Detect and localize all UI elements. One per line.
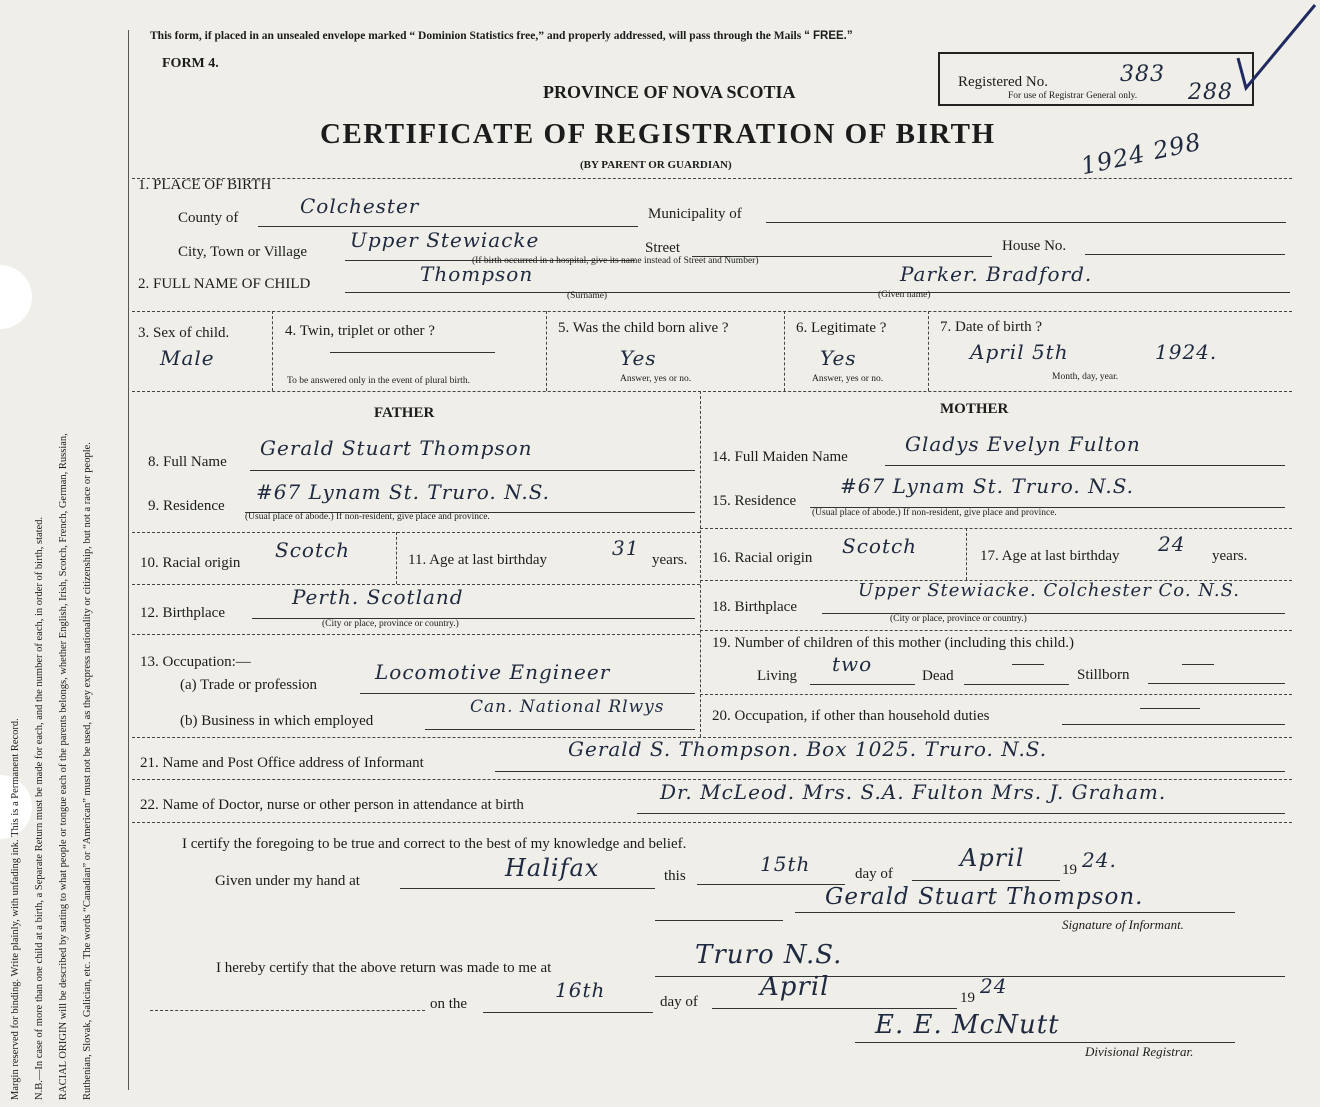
mail-notice	[150, 30, 853, 42]
row3-divider-1	[272, 311, 273, 391]
living-label: Living	[757, 668, 797, 684]
doctor-line	[637, 813, 1285, 814]
informant-signature-line	[795, 912, 1235, 913]
given-day-of-label: day of	[855, 866, 893, 882]
born-alive-label: 5. Was the child born alive ?	[558, 320, 729, 336]
mother-occupation-answer-dash	[1140, 708, 1200, 709]
trade-value: Locomotive Engineer	[375, 660, 611, 684]
registered-label: Registered No.	[958, 74, 1048, 90]
divider-top	[132, 178, 1292, 179]
margin-line-1: Margin reserved for binding. Write plainly, with unfading ink. This is a Permanent Record.	[10, 718, 21, 1100]
given-place-value: Halifax	[505, 854, 600, 882]
mother-name-value: Gladys Evelyn Fulton	[905, 432, 1141, 456]
registrar-year-suffix: 24	[980, 974, 1008, 998]
registrar-day-value: 16th	[555, 978, 606, 1002]
born-alive-caption: Answer, yes or no.	[620, 374, 692, 384]
given-year-prefix: 19	[1062, 862, 1077, 878]
city-label: City, Town or Village	[178, 244, 308, 260]
mail-notice-text: This form, if placed in an unsealed envelope marked “ Dominion Statistics free,” and properly addressed, will pass through the Mails	[150, 30, 802, 42]
dead-line	[964, 684, 1069, 685]
father-name-line	[250, 470, 695, 471]
dead-answer-dash	[1012, 664, 1044, 665]
registered-box	[938, 52, 1254, 106]
margin-line-3: RACIAL ORIGIN will be described by stating to what people or tongue each of the parents belongs, whether English, Irish, Scotch, French, German, Russian,	[58, 433, 69, 1100]
divider-22	[132, 822, 1292, 823]
street-label: Street	[645, 240, 680, 256]
registrar-month-line	[712, 1008, 957, 1009]
mother-occupation-label: 20. Occupation, if other than household duties	[712, 708, 990, 724]
living-value: two	[832, 652, 873, 676]
mother-race-divider	[966, 528, 967, 580]
legitimate-caption: Answer, yes or no.	[812, 374, 884, 384]
witness-line	[655, 920, 783, 921]
father-birthplace-label: 12. Birthplace	[140, 605, 225, 621]
check-mark-icon	[1230, 0, 1320, 95]
mother-birthplace-caption: (City or place, province or country.)	[890, 614, 1027, 624]
municipality-label: Municipality of	[648, 206, 742, 222]
birth-date-label: 7. Date of birth ?	[940, 319, 1043, 335]
child-given-name: Parker. Bradford.	[900, 262, 1093, 286]
registered-number-2: 288	[1188, 80, 1233, 105]
sex-value: Male	[160, 346, 215, 370]
father-years-label: years.	[652, 552, 688, 568]
dead-label: Dead	[922, 668, 954, 684]
informant-line	[495, 771, 1285, 772]
twin-answer-line	[330, 352, 495, 353]
child-name-line	[345, 292, 1290, 293]
living-line	[810, 684, 915, 685]
stillborn-answer-dash	[1182, 664, 1214, 665]
hospital-note: (If birth occurred in a hospital, give its name instead of Street and Number)	[472, 256, 759, 266]
business-label: (b) Business in which employed	[180, 713, 374, 729]
mother-name-line	[885, 465, 1285, 466]
doctor-label: 22. Name of Doctor, nurse or other person in attendance at birth	[140, 797, 524, 813]
certify-statement: I certify the foregoing to be true and correct to the best of my knowledge and belief.	[182, 836, 687, 852]
legitimate-value: Yes	[820, 346, 857, 370]
given-day-value: 15th	[760, 852, 811, 876]
father-birthplace-caption: (City or place, province or country.)	[322, 619, 459, 629]
mother-residence-caption: (Usual place of abode.) If non-resident, give place and province.	[812, 508, 1057, 518]
given-name-caption: (Given name)	[878, 290, 931, 300]
mother-age-label: 17. Age at last birthday	[980, 548, 1120, 564]
registrar-day-line	[483, 1012, 653, 1013]
father-race-divider	[396, 532, 397, 584]
row3-divider-3	[784, 311, 785, 391]
father-race-label: 10. Racial origin	[140, 555, 241, 571]
county-value: Colchester	[300, 194, 420, 218]
sex-label: 3. Sex of child.	[138, 325, 230, 341]
province-heading: PROVINCE OF NOVA SCOTIA	[543, 82, 796, 102]
business-line	[425, 729, 695, 730]
given-under-hand-label: Given under my hand at	[215, 873, 360, 889]
father-residence-caption: (Usual place of abode.) If non-resident, give place and province.	[245, 512, 490, 522]
parents-divider	[700, 391, 701, 737]
father-age-label: 11. Age at last birthday	[408, 552, 547, 568]
county-line	[258, 226, 638, 227]
father-heading: FATHER	[374, 405, 435, 421]
mother-residence-value: #67 Lynam St. Truro. N.S.	[840, 474, 1135, 498]
mother-name-label: 14. Full Maiden Name	[712, 449, 848, 465]
stillborn-label: Stillborn	[1077, 667, 1130, 683]
city-value: Upper Stewiacke	[350, 228, 540, 252]
mother-divider-3	[700, 630, 1292, 631]
registrar-use-note: For use of Registrar General only.	[1008, 91, 1138, 101]
children-count-label: 19. Number of children of this mother (including this child.)	[712, 635, 1075, 651]
mother-years-label: years.	[1212, 548, 1248, 564]
birth-date-month-day: April 5th	[970, 340, 1069, 364]
business-value: Can. National Rlwys	[470, 697, 665, 717]
row3-divider-2	[546, 311, 547, 391]
mother-race-value: Scotch	[842, 534, 918, 558]
registrar-place-line	[655, 976, 1285, 977]
father-birthplace-line	[252, 618, 695, 619]
mother-age-value: 24	[1158, 532, 1186, 556]
birth-date-caption: Month, day, year.	[1052, 372, 1119, 382]
form-number: FORM 4.	[162, 56, 219, 71]
registrar-statement: I hereby certify that the above return was made to me at	[216, 960, 552, 976]
father-divider-3	[132, 634, 700, 635]
child-surname: Thompson	[420, 262, 534, 286]
mother-heading: MOTHER	[940, 401, 1009, 417]
county-label: County of	[178, 210, 239, 226]
margin-line-2: N.B.—In case of more than one child at a birth, a Separate Return must be made for each, and the number of each, in order of birth, stated.	[34, 516, 45, 1100]
stillborn-line	[1148, 683, 1285, 684]
doctor-value: Dr. McLeod. Mrs. S.A. Fulton Mrs. J. Graham.	[660, 780, 1167, 804]
registrar-month-value: April	[760, 972, 830, 1002]
margin-rule	[128, 30, 129, 1090]
place-of-birth-label: 1. PLACE OF BIRTH	[138, 177, 272, 193]
trade-line	[360, 693, 695, 694]
registered-number-1: 383	[1120, 62, 1165, 87]
registrar-day-of-label: day of	[660, 994, 698, 1010]
registrar-lead-line	[150, 1010, 425, 1011]
registrar-signature-line	[855, 1042, 1235, 1043]
surname-caption: (Surname)	[567, 291, 608, 301]
registrar-place-value: Truro N.S.	[695, 940, 843, 970]
father-residence-value: #67 Lynam St. Truro. N.S.	[256, 480, 551, 504]
margin-instructions	[4, 10, 100, 1100]
registrar-on-the-label: on the	[430, 996, 468, 1012]
house-number-label: House No.	[1002, 238, 1067, 254]
twin-caption: To be answered only in the event of plural birth.	[287, 376, 470, 386]
certificate-title: CERTIFICATE OF REGISTRATION OF BIRTH	[320, 118, 996, 150]
registrar-caption: Divisional Registrar.	[1085, 1044, 1194, 1059]
corner-annotation: 1924 298	[1078, 127, 1205, 181]
mother-birthplace-label: 18. Birthplace	[712, 599, 797, 615]
given-month-value: April	[960, 844, 1025, 872]
father-birthplace-value: Perth. Scotland	[292, 585, 464, 609]
informant-signature: Gerald Stuart Thompson.	[825, 884, 1144, 910]
divider-2	[132, 311, 1292, 312]
mail-notice-free: “ FREE.”	[804, 30, 853, 42]
given-month-line	[912, 880, 1060, 881]
mother-occupation-line	[1062, 724, 1285, 725]
given-day-line	[697, 884, 845, 885]
father-name-value: Gerald Stuart Thompson	[260, 436, 533, 460]
father-age-value: 31	[612, 536, 640, 560]
row3-divider-4	[928, 311, 929, 391]
divider-3	[132, 391, 1292, 392]
mother-birthplace-value: Upper Stewiacke. Colchester Co. N.S.	[858, 580, 1240, 601]
margin-line-4: Ruthenian, Slovak, Galician, etc. The words “Canadian” or “American” must not be used, as they express nationality or citizenship, but not a race or people.	[82, 442, 93, 1100]
this-label: this	[664, 868, 686, 884]
birth-date-year: 1924.	[1155, 340, 1218, 364]
mother-residence-label: 15. Residence	[712, 493, 797, 509]
given-place-line	[400, 888, 655, 889]
father-name-label: 8. Full Name	[148, 454, 227, 470]
house-number-line	[1085, 254, 1285, 255]
occupation-label: 13. Occupation:—	[140, 654, 251, 670]
registrar-signature: E. E. McNutt	[875, 1010, 1060, 1040]
father-divider-1	[132, 532, 700, 533]
twin-label: 4. Twin, triplet or other ?	[285, 323, 435, 339]
trade-label: (a) Trade or profession	[180, 677, 318, 693]
mother-divider-4	[700, 694, 1292, 695]
certificate-subtitle: (BY PARENT OR GUARDIAN)	[580, 159, 732, 171]
municipality-line	[766, 222, 1286, 223]
born-alive-value: Yes	[620, 346, 657, 370]
informant-signature-caption: Signature of Informant.	[1062, 917, 1184, 932]
legitimate-label: 6. Legitimate ?	[796, 320, 887, 336]
given-year-suffix: 24.	[1082, 848, 1117, 872]
mother-race-label: 16. Racial origin	[712, 550, 813, 566]
father-race-value: Scotch	[275, 538, 351, 562]
father-residence-label: 9. Residence	[148, 498, 225, 514]
child-name-label: 2. FULL NAME OF CHILD	[138, 276, 311, 292]
informant-value: Gerald S. Thompson. Box 1025. Truro. N.S.	[568, 737, 1048, 761]
registrar-year-prefix: 19	[960, 990, 975, 1006]
informant-label: 21. Name and Post Office address of Informant	[140, 755, 424, 771]
mother-divider-1	[700, 528, 1292, 529]
